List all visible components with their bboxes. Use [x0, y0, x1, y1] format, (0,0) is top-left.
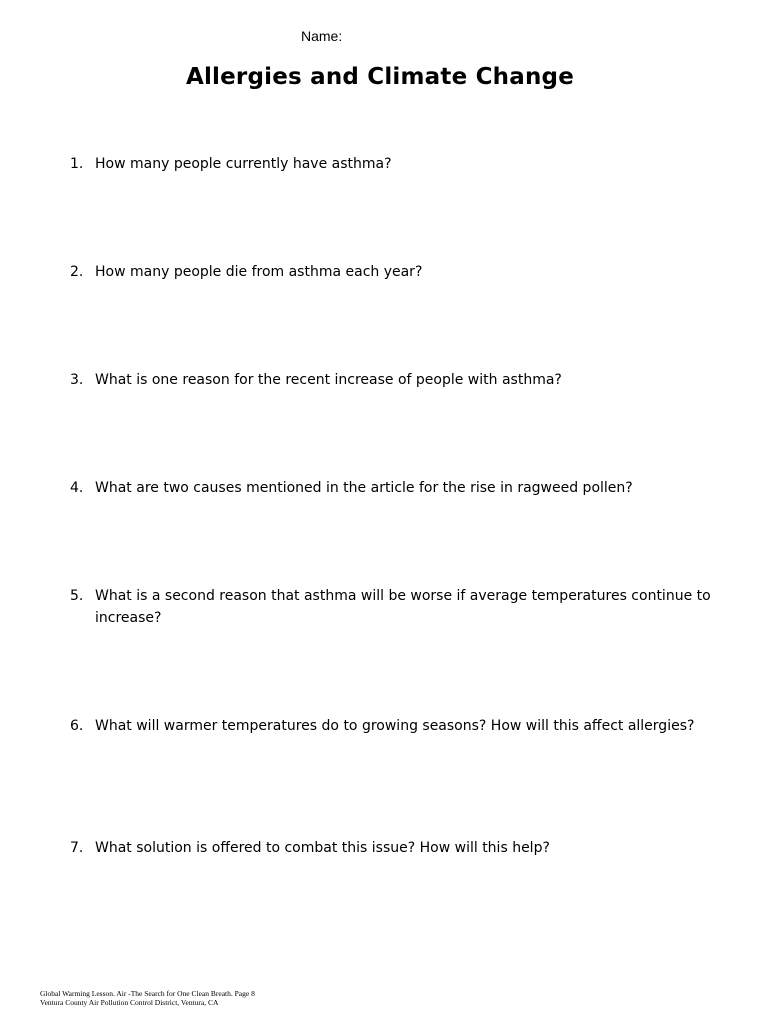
- question-5: [70, 585, 720, 629]
- question-3: [70, 369, 720, 391]
- question-number: 7.: [70, 840, 84, 856]
- question-number: 5.: [70, 588, 84, 604]
- question-1: [70, 153, 720, 175]
- name-field-label: Name:: [301, 28, 343, 44]
- footer-lesson-line: Global Warming Lesson. Air -The Search for One Clean Breath. Page 8: [40, 989, 255, 998]
- page-footer: [40, 989, 255, 1007]
- question-number: 4.: [70, 480, 84, 496]
- question-4: [70, 477, 720, 499]
- question-text: What is one reason for the recent increase of people with asthma?: [95, 372, 562, 388]
- question-7: [70, 837, 720, 859]
- question-text: How many people die from asthma each year?: [95, 264, 423, 280]
- question-text: What are two causes mentioned in the article for the rise in ragweed pollen?: [95, 480, 633, 496]
- question-2: [70, 261, 720, 283]
- footer-district-line: Ventura County Air Pollution Control District, Ventura, CA: [40, 998, 219, 1007]
- question-text: What solution is offered to combat this issue? How will this help?: [95, 840, 550, 856]
- question-text: How many people currently have asthma?: [95, 156, 392, 172]
- question-text: What will warmer temperatures do to growing seasons? How will this affect allergies?: [95, 718, 695, 734]
- question-number: 6.: [70, 718, 84, 734]
- question-text: What is a second reason that asthma will be worse if average temperatures continue to increase?: [95, 588, 711, 626]
- question-number: 3.: [70, 372, 84, 388]
- question-6: [70, 715, 740, 737]
- page-title: Allergies and Climate Change: [185, 64, 575, 90]
- question-number: 2.: [70, 264, 84, 280]
- question-number: 1.: [70, 156, 84, 172]
